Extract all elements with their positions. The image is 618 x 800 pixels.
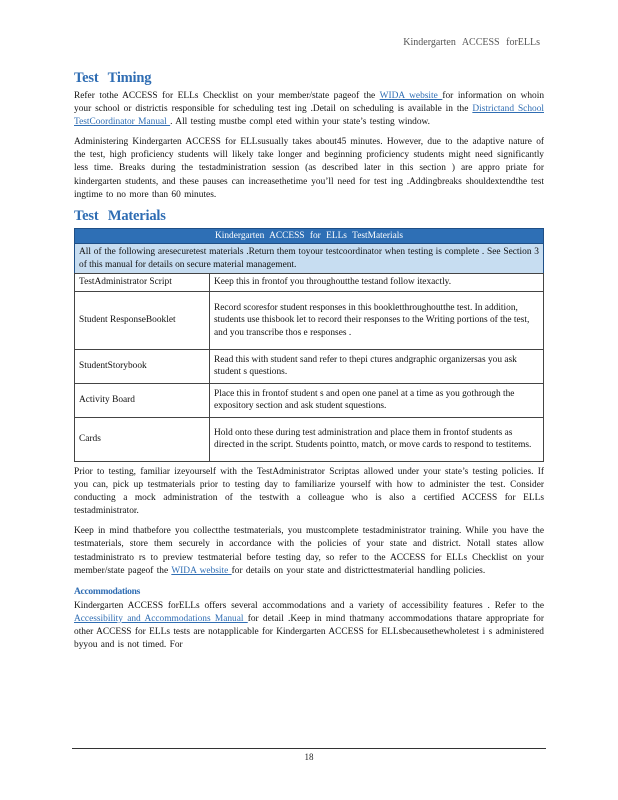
running-header: Kindergarten ACCESS forELLs: [403, 37, 540, 48]
material-name: Activity Board: [75, 383, 210, 417]
text-run: for detail .Keep in mind thatmany accommodations thatare appropriate for other ACCESS for ELLs tests are notapplicable for Kindergarten ACCESS for ELLsbecausethewholetest i s administered byyou and is not timed. For: [74, 613, 544, 650]
test-timing-paragraph-1: [74, 90, 544, 129]
text-run: Kindergarten ACCESS forELLs offers several accommodations and a variety of accessibility features . Refer to the: [74, 600, 544, 611]
text-run: for information on whoin your school or districtis responsible for scheduling test ing .Detail on scheduling is available in the: [74, 91, 545, 115]
material-name: StudentStorybook: [75, 349, 210, 383]
materials-table: [74, 273, 544, 462]
materials-table-container: [74, 228, 544, 462]
accommodations-paragraph: [74, 600, 544, 652]
table-row: [75, 417, 544, 461]
material-description: Place this in frontof student s and open one panel at a time as you gothrough the expository section and ask student squestions.: [210, 383, 544, 417]
materials-paragraph-1: Prior to testing, familiar izeyourself with the TestAdministrator Scriptas allowed under your state’s testing policies. If you can, pick up testmaterials prior to testing day to familiarize yourself with how to administer the test. Consider conducting a mock administration of the testwith a colleague who is also a certified ACCESS for ELLs testadministrator.: [74, 466, 544, 517]
material-description: Hold onto these during test administration and place them in frontof students as directed in the script. Students pointto, match, or move cards to respond to testitems.: [210, 417, 544, 461]
material-description: Read this with student sand refer to thepi ctures andgraphic organizersas you ask student s questions.: [210, 349, 544, 383]
table-row: [75, 291, 544, 349]
text-run: for details on your state and districttestmaterial handling policies.: [231, 565, 486, 576]
text-run: Keep in mind thatbefore you collectthe testmaterials, you mustcomplete testadministrator training. While you have the testmaterials, store them securely in accordance with the policies of your state and district. Notall states allow testadministrato rs to preview testmaterial before testing day, so refer to the ACCESS for ELLs Checklist on your member/state pageof the: [74, 526, 544, 576]
materials-table-title: Kindergarten ACCESS for ELLs TestMaterials: [74, 228, 544, 244]
coordinator-manual-link[interactable]: Districtand School TestCoordinator Manual: [74, 104, 544, 128]
test-timing-heading: Test Timing: [74, 70, 152, 86]
table-row: [75, 383, 544, 417]
material-name: Student ResponseBooklet: [75, 291, 210, 349]
materials-paragraph-2: [74, 525, 544, 577]
wida-website-link[interactable]: WIDA website: [379, 91, 443, 101]
page-content: [74, 70, 544, 652]
materials-table-note: All of the following aresecuretest materials .Return them toyour testcoordinator when testing is complete . See Section 3 of this manual for details on secure material management.: [74, 244, 544, 274]
table-row: [75, 349, 544, 383]
test-materials-heading: Test Materials: [74, 207, 166, 224]
table-row: [75, 274, 544, 292]
page-number: 18: [304, 752, 314, 762]
accommodations-heading: Accommodations: [74, 586, 140, 597]
text-run: Refer tothe ACCESS for ELLs Checklist on your member/state pageof the: [74, 91, 380, 101]
wida-website-link[interactable]: WIDA website: [171, 565, 232, 576]
material-description: Record scoresfor student responses in this bookletthroughoutthe test. In addition, students use thisbook let to record their responses to the Writing portions of the test, and you transcribe thos e responses .: [210, 291, 544, 349]
material-name: Cards: [75, 417, 210, 461]
material-name: TestAdministrator Script: [75, 274, 210, 292]
accommodations-manual-link[interactable]: Accessibility and Accommodations Manual: [74, 613, 248, 624]
footer-divider: [72, 748, 546, 749]
text-run: . All testing mustbe compl eted within your state’s testing window.: [170, 117, 431, 128]
material-description: Keep this in frontof you throughoutthe testand follow itexactly.: [210, 274, 544, 292]
test-timing-paragraph-2: Administering Kindergarten ACCESS for ELLsusually takes about45 minutes. However, due to the adaptive nature of the test, high proficiency students will likely take longer and beginning proficiency students might need significantly less time. Breaks during the testadministration session (as described later in this section ) are appro priate for kindergarten students, and these pauses can increasethetime you’ll need for test ing .Addingbreaks shouldextendthe test ingtime to no more than 60 minutes.: [74, 137, 544, 200]
